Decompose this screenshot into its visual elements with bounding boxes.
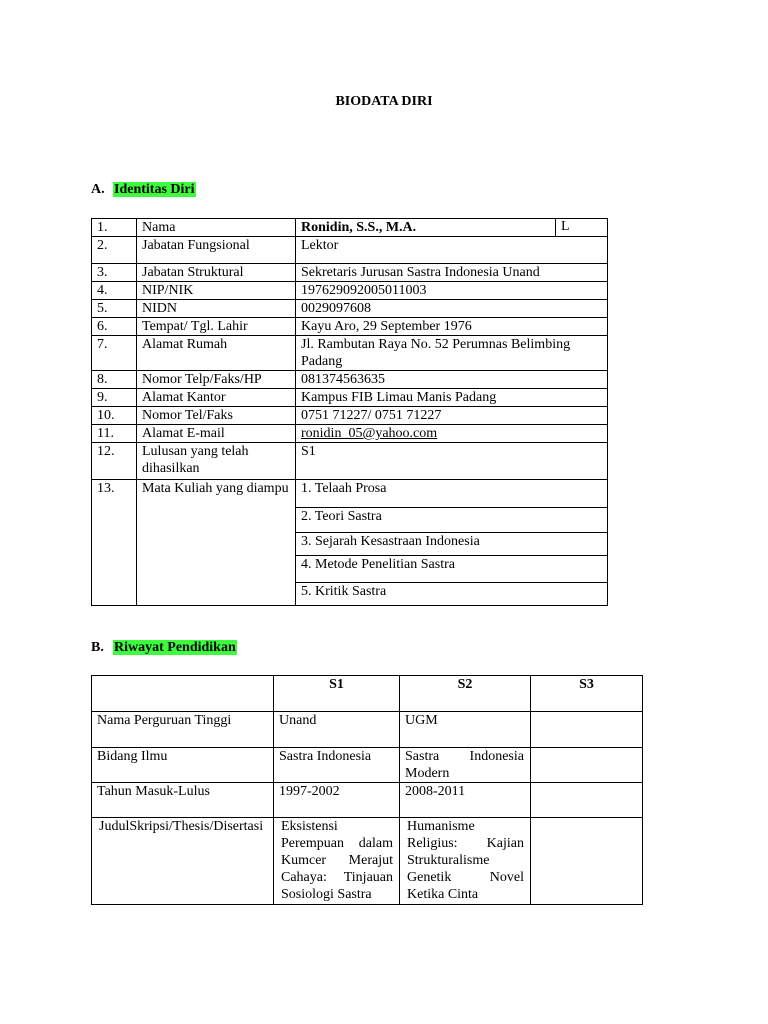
column-header: S1: [274, 676, 400, 712]
name-value: Ronidin, S.S., M.A.: [301, 220, 417, 235]
row-value: 081374563635: [296, 371, 608, 389]
row-label: Nama Perguruan Tinggi: [92, 712, 274, 748]
section-a-number: A.: [91, 182, 105, 197]
table-row: [92, 783, 643, 818]
column-header: S2: [400, 676, 531, 712]
row-label: Nama: [137, 219, 296, 237]
cell-s3: [531, 783, 643, 818]
row-number: 4.: [92, 282, 137, 300]
table-row: [92, 748, 643, 783]
row-label: Mata Kuliah yang diampu: [137, 480, 296, 606]
table-row: [92, 712, 643, 748]
row-number: 2.: [92, 237, 137, 264]
section-b-heading: [91, 639, 237, 656]
section-a-label: Identitas Diri: [114, 182, 195, 197]
table-header-row: [92, 676, 643, 712]
section-b-number: B.: [91, 640, 104, 655]
row-label: Nomor Telp/Faks/HP: [137, 371, 296, 389]
column-header: [92, 676, 274, 712]
list-item: 5. Kritik Sastra: [301, 583, 387, 599]
row-label: JudulSkripsi/Thesis/Disertasi: [92, 818, 274, 905]
row-label: NIP/NIK: [137, 282, 296, 300]
courses-list: [296, 480, 607, 605]
table-row: [92, 237, 608, 264]
identity-table: [91, 218, 608, 606]
row-number: 10.: [92, 407, 137, 425]
row-number: 9.: [92, 389, 137, 407]
list-item: 3. Sejarah Kesastraan Indonesia: [296, 532, 607, 555]
list-item: 4. Metode Penelitian Sastra: [296, 555, 607, 582]
list-item: 1. Telaah Prosa: [296, 480, 607, 507]
row-value: Sekretaris Jurusan Sastra Indonesia Unand: [296, 264, 608, 282]
row-value: [296, 219, 608, 237]
cell-s1: Sastra Indonesia: [274, 748, 400, 783]
row-value: Jl. Rambutan Raya No. 52 Perumnas Belimbing Padang: [296, 336, 608, 371]
cell-s2: 2008-2011: [400, 783, 531, 818]
row-label: Alamat E-mail: [137, 425, 296, 443]
page-title: BIODATA DIRI: [335, 94, 433, 109]
row-number: 3.: [92, 264, 137, 282]
cell-s1: 1997-2002: [274, 783, 400, 818]
cell-s1: Unand: [274, 712, 400, 748]
row-label: NIDN: [137, 300, 296, 318]
row-number: 1.: [92, 219, 137, 237]
row-label: Nomor Tel/Faks: [137, 407, 296, 425]
cell-s2: UGM: [400, 712, 531, 748]
cell-s1: Eksistensi Perempuan dalam Kumcer Merajut Cahaya: Tinjauan Sosiologi Sastra: [274, 818, 400, 905]
row-value: 197629092005011003: [296, 282, 608, 300]
row-value: 0751 71227/ 0751 71227: [296, 407, 608, 425]
cell-s3: [531, 748, 643, 783]
row-value: Kampus FIB Limau Manis Padang: [296, 389, 608, 407]
row-number: 13.: [92, 480, 137, 606]
row-value: S1: [296, 443, 608, 480]
table-row: [92, 219, 608, 237]
row-number: 6.: [92, 318, 137, 336]
cell-s2: Humanisme Religius: Kajian Strukturalisme Genetik Novel Ketika Cinta: [400, 818, 531, 905]
row-value: 0029097608: [296, 300, 608, 318]
table-row: [92, 336, 608, 371]
gender-value: L: [555, 218, 607, 237]
row-label: Tahun Masuk-Lulus: [92, 783, 274, 818]
section-b-label: Riwayat Pendidikan: [114, 640, 236, 655]
row-number: 11.: [92, 425, 137, 443]
courses-cell: [296, 480, 608, 606]
table-row: [92, 300, 608, 318]
table-row: [92, 264, 608, 282]
table-row: [92, 318, 608, 336]
cell-s2: Sastra Indonesia Modern: [400, 748, 531, 783]
table-row: [92, 389, 608, 407]
row-label: Lulusan yang telah dihasilkan: [137, 443, 296, 480]
row-value: [296, 425, 608, 443]
section-a-heading: [91, 181, 196, 198]
table-row: [92, 282, 608, 300]
row-label: Bidang Ilmu: [92, 748, 274, 783]
table-row: [92, 480, 608, 606]
table-row: [92, 407, 608, 425]
row-label: Alamat Kantor: [137, 389, 296, 407]
row-number: 5.: [92, 300, 137, 318]
table-row: [92, 443, 608, 480]
row-number: 12.: [92, 443, 137, 480]
row-number: 8.: [92, 371, 137, 389]
column-header: S3: [531, 676, 643, 712]
row-number: 7.: [92, 336, 137, 371]
cell-s3: [531, 818, 643, 905]
row-value: Kayu Aro, 29 September 1976: [296, 318, 608, 336]
row-label: Tempat/ Tgl. Lahir: [137, 318, 296, 336]
cell-s3: [531, 712, 643, 748]
list-item: 2. Teori Sastra: [296, 507, 607, 532]
table-row: [92, 425, 608, 443]
row-value: Lektor: [296, 237, 608, 264]
education-table: [91, 675, 643, 905]
row-label: Jabatan Fungsional: [137, 237, 296, 264]
table-row: [92, 371, 608, 389]
row-label: Alamat Rumah: [137, 336, 296, 371]
email-link[interactable]: ronidin_05@yahoo.com: [301, 426, 438, 441]
table-row: [92, 818, 643, 905]
row-label: Jabatan Struktural: [137, 264, 296, 282]
